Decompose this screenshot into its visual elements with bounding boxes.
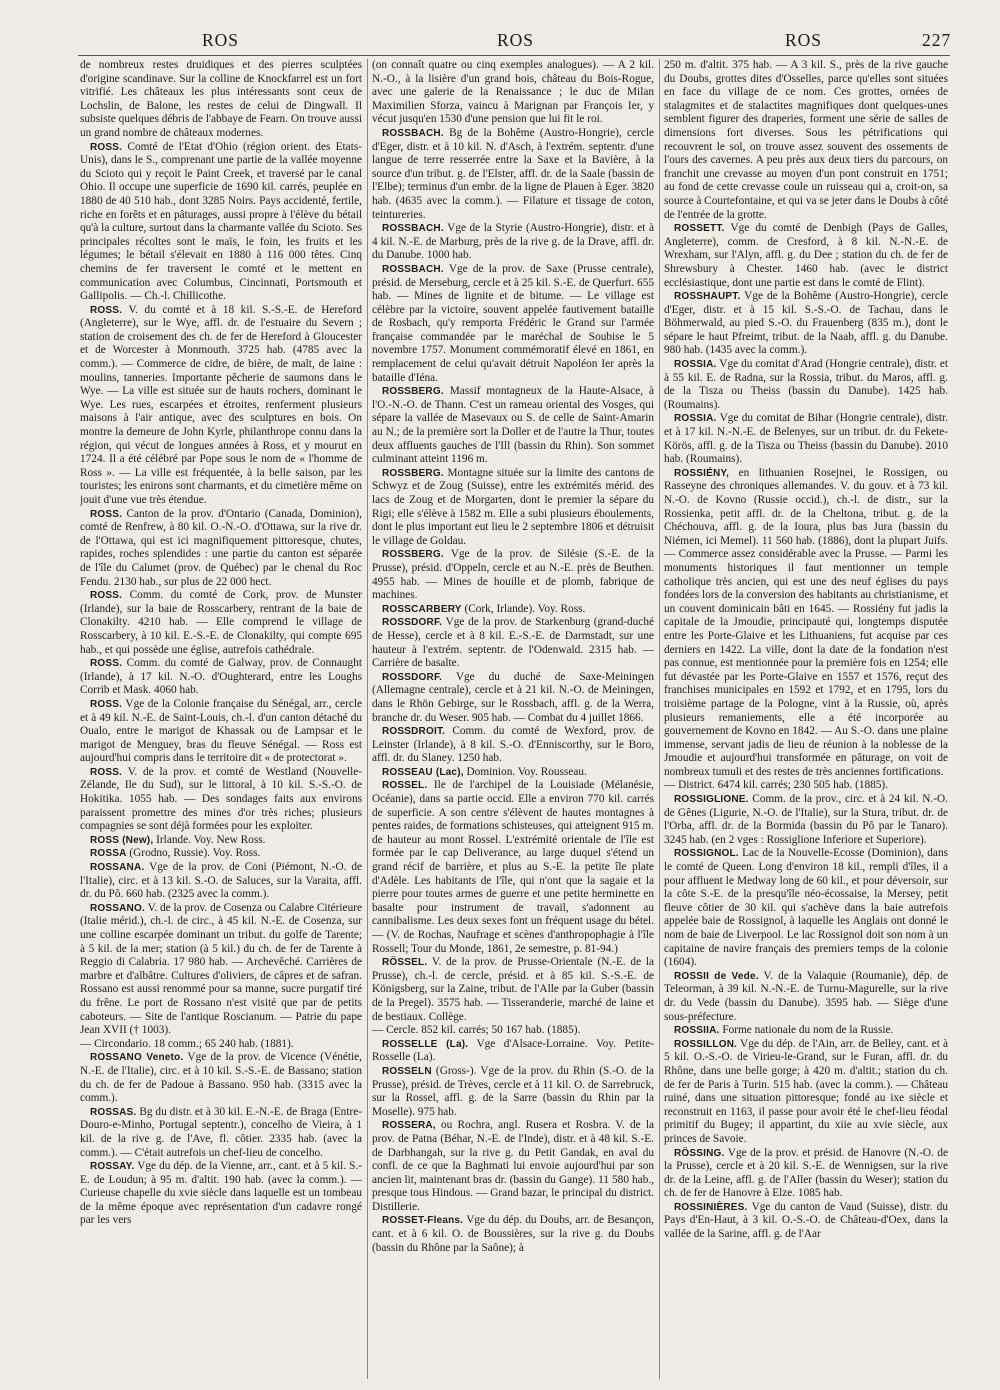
entry-headword: ROSSDORF. xyxy=(382,671,443,683)
entry-headword: ROSS. xyxy=(90,304,123,316)
column-divider xyxy=(659,59,660,1379)
entry-headword: ROSSA xyxy=(90,848,127,860)
entry-text: Vge du comitat de Bihar (Hongrie centrale), distr. et à 17 kil. N.-N.-E. de Belenyes, sur un tribut. dr. du Fekete-Körös, affl. g. de la Tisza ou Theiss (bassin du Danube). 2010 hab. (Roumains). xyxy=(664,412,948,466)
entry-headword: ROSSERA, xyxy=(382,1120,436,1132)
entry-text: V. de la prov. de Prusse-Orientale (N.-E. de la Prusse), ch.-l. de cercle, présid. et à 85 kil. S.-S.-E. de Königsberg, sur la Zaine, tribut. de l'Alle par la Guber (bassin de la Pregel). 3575 hab. — Tisseranderie, marché de laine et de bestiaux. Collège. xyxy=(372,956,654,1023)
entry-text: (Cork, Irlande). Voy. Ross. xyxy=(461,602,586,615)
entry-headword: ROSSII de Vede. xyxy=(674,970,759,982)
dictionary-entry xyxy=(664,970,948,1024)
dictionary-entry xyxy=(372,671,654,725)
entry-text: Comm. du comté de Wexford, prov. de Leinster (Irlande), à 8 kil. S.-O. d'Enniscorthy, sur le Boro, affl. dr. du Slaney. 1250 hab. xyxy=(372,725,654,765)
entry-text: Forme nationale du nom de la Russie. xyxy=(719,1024,894,1037)
entry-headword: ROSS (New), xyxy=(90,834,154,846)
dictionary-entry xyxy=(80,902,362,1038)
entry-text: Bg du distr. et à 30 kil. E.-N.-E. de Braga (Entre-Douro-e-Minho, Portugal septentr.), concelho de Vieira, à 1 kil. de la rive g. de l'Ave, fl. côtier. 2335 hab. (avec la comm.). — C'était autrefois un chef-lieu de concelho. xyxy=(80,1105,362,1159)
dictionary-entry xyxy=(80,861,362,902)
entry-text: Vge de la prov. de Coni (Piémont, N.-O. de l'Italie), circ. et à 13 kil. S.-O. de Saluces, sur la Varaita, affl. dr. du Pô. 660 hab. (2325 avec la comm.). xyxy=(80,861,362,901)
entry-headword: ROSSBACH. xyxy=(382,223,444,235)
dictionary-entry xyxy=(372,548,654,602)
dictionary-entry xyxy=(80,766,362,834)
running-head-right: ROS xyxy=(785,30,823,50)
text-column-3 xyxy=(664,59,948,1387)
entry-text: — District. 6474 kil. carrés; 230 505 hab. (1885). xyxy=(664,779,889,792)
entry-headword: ROSS. xyxy=(90,658,123,670)
page-number: 227 xyxy=(922,30,952,50)
column-divider xyxy=(367,59,368,1379)
entry-text: Comm. du comté de Galway, prov. de Connaught (Irlande), à 17 kil. N.-O. d'Oughterard, entre les Loughs Corrib et Mask. 4060 hab. xyxy=(80,657,362,697)
dictionary-entry xyxy=(664,847,948,969)
dictionary-entry xyxy=(80,141,362,304)
running-head-left: ROS xyxy=(202,30,240,50)
entry-headword: ROSSILLON. xyxy=(674,1038,738,1050)
entry-headword: ROSSBERG. xyxy=(382,386,444,398)
entry-headword: ROSSELN xyxy=(382,1065,432,1077)
entry-text: Vge du canton de Vaud (Suisse), distr. du Pays d'En-Haut, à 3 kil. O.-S.-O. de Château-d'Oex, dans la vallée de la Sarine, affl. g. de l'Aar xyxy=(664,1200,948,1241)
entry-headword: ROSSIA. xyxy=(674,413,717,425)
dictionary-entry xyxy=(664,1024,948,1038)
entry-headword: ROSSIA. xyxy=(674,359,717,371)
entry-text: Comté de l'Etat d'Ohio (région orient. des Etats-Unis), dans le S., comprenant une partie de la vallée moyenne du Scioto qui y reçoit le Paint Creek, et traversé par le canal Ohio. Il occupe une superficie de 1690 kil. carrés, peuplée en 1880 de 40 510 hab., dont 3285 Noirs. Pays accidenté, fertile, riche en forêts et en pâturages, aussi propre à l'élève du bétail qu'à la culture, surtout dans la charmante vallée du Scioto. Ses principales récoltes sont le maïs, le foin, les fruits et les légumes; le bétail s'élevait en 1880 à 116 000 têtes. Cinq chemins de fer traversent le comté et le mettent en communication avec Columbus, Cincinnati, Portsmouth et Gallipolis. — Ch.-l. Chillicothe. xyxy=(80,140,362,303)
dictionary-entry xyxy=(80,589,362,657)
dictionary-entry xyxy=(664,222,948,290)
entry-text: Vge de la prov. de Silésie (S.-E. de la Prusse), présid. d'Oppeln, cercle et au N.-E. près de Beuthen. 4955 hab. — Mines de houille et de plomb, fabrique de machines. xyxy=(372,548,654,602)
dictionary-entry xyxy=(372,1038,654,1065)
text-column-1 xyxy=(80,59,362,1387)
entry-headword: ROSSELLE (La). xyxy=(382,1038,469,1050)
entry-text: Montagne située sur la limite des cantons de Schwyz et de Zoug (Suisse), entre les extrémités mérid. des lacs de Zoug et de Morgarten, dont le premier la sépare du Rigi; elle s'élève à 1582 m. Elle a subi plusieurs éboulements, dont le plus important eut lieu le 2 septembre 1806 et détruisit le village de Goldau. xyxy=(372,466,654,547)
entry-headword: ROSSEAU (Lac), xyxy=(382,766,464,778)
entry-text: Vge du dép. de l'Ain, arr. de Belley, cant. et à 5 kil. O.-S.-O. de Virieu-le-Grand, sur le Furan, affl. dr. du Rhône, dans une belle gorge; à 420 m. d'altit.; station du ch. de fer de Paris à Turin. 515 hab. (avec la comm.). — Château ruiné, dans une situation pittoresque; fondé au ixe siècle et reconstruit en 1163, il passe pour avoir été le chef-lieu féodal primitif du Bugey; il appartint, du xiie au xvie siècle, aux princes de Savoie. xyxy=(664,1037,948,1145)
dictionary-entry xyxy=(664,1147,948,1201)
entry-text: Vge de la Colonie française du Sénégal, arr., cercle et à 49 kil. N.-E. de Saint-Louis, ch.-l. d'un canton détaché du Oualo, entre le marigot de Khassak ou de Lampsar et le marigot de Menguey, bras du fleuve Sénégal. — Ross est aujourd'hui compris dans le territoire dit « de protectorat ». xyxy=(80,697,362,765)
dictionary-entry xyxy=(372,222,654,263)
dictionary-entry xyxy=(372,127,654,222)
entry-text: V. de la prov. et comté de Westland (Nouvelle-Zélande, Ile du Sud), sur le littoral, à 10 kil. S.-S.-O. de Hokitika. 1055 hab. — Des sondages faits aux environs paraissent promettre des mines d'or très riches; plusieurs compagnies se sont déjà formées pour les exploiter. xyxy=(80,765,362,833)
entry-text: Comm. du comté de Cork, prov. de Munster (Irlande), sur la baie de Rosscarbery, rentrant de la baie de Clonakilty. 4210 hab. — Elle comprend le village de Rosscarbery, à 10 kil. E.-S.-E. de Clonakilty, qui compte 695 hab., et qui possède une église, autrefois cathédrale. xyxy=(80,589,362,656)
dictionary-entry xyxy=(372,1065,654,1119)
entry-text: Comm. de la prov., circ. et à 24 kil. N.-O. de Gênes (Ligurie, N.-O. de l'Italie), sur la Stura, tribut. dr. de l'Orba, affl. dr. de la Bormida (bassin du Pô par le Tanaro). 3245 hab. (en 2 vges : Rossiglione Inferiore et Superiore). xyxy=(664,793,948,846)
dictionary-entry xyxy=(664,793,948,847)
entry-text: de nombreux restes druidiques et des pierres sculptées d'origine scandinave. Sur la colline de Knockfarrel est un fort vitrifié. Les châteaux les plus intéressants sont ceux de Lochslin, de Balone, les restes de celui de Dingwall. Il subsiste quelques débris de l'abbaye de Fearn. On trouve aussi un grand nombre de châteaux modernes. xyxy=(80,59,362,139)
dictionary-entry xyxy=(372,1119,654,1214)
entry-text: Dominion. Voy. Rousseau. xyxy=(463,765,587,778)
entry-text: Canton de la prov. d'Ontario (Canada, Dominion), comté de Renfrew, à 80 kil. O.-N.-O. d'Ottawa, sur la rive dr. de l'Ottawa, qui est ici magnifiquement pittoresque, chutes, rapides, roches splendides : une partie du canton est séparée de l'île du Calumet (prov. de Québec) par le chenal du Roc Fendu. 2130 hab., sur plus de 22 000 hect. xyxy=(80,507,362,588)
dictionary-entry xyxy=(80,834,362,848)
entry-headword: ROSS. xyxy=(90,698,123,710)
entry-headword: ROSSANA. xyxy=(90,862,145,874)
dictionary-entry xyxy=(372,385,654,467)
dictionary-entry xyxy=(80,1038,362,1052)
entry-text: Massif montagneux de la Haute-Alsace, à l'O.-N.-O. de Thann. C'est un rameau oriental des Vosges, qui sépare la vallée de Masevaux ou S. de celle de Saint-Amarin au N.; de la première sort la Doller et de l'autre la Thur, toutes deux affluents gauches de l'Ill (bassin du Rhin). Son sommet culminant atteint 1196 m. xyxy=(372,385,654,466)
dictionary-entry xyxy=(372,956,654,1024)
dictionary-entry xyxy=(664,467,948,780)
entry-headword: ROSSINIÈRES. xyxy=(674,1201,748,1213)
entry-text: Vge d'Alsace-Lorraine. Voy. Petite-Rosselle (La). xyxy=(372,1037,654,1064)
entry-headword: ROSS. xyxy=(90,590,123,602)
dictionary-entry xyxy=(664,779,948,793)
entry-headword: ROSS. xyxy=(90,141,123,153)
entry-headword: ROSS. xyxy=(90,766,123,778)
dictionary-entry xyxy=(664,358,948,412)
entry-text: — Cercle. 852 kil. carrés; 50 167 hab. (1885). xyxy=(372,1024,581,1037)
entry-text: Vge du dép. de la Vienne, arr., cant. et à 5 kil. S.-E. de Loudun; à 95 m. d'altit. 190 hab. (avec la comm.). — Curieuse chapelle du xvie siècle dans laquelle est un tombeau de la même époque avec représentation d'un cadavre rongé par les vers xyxy=(80,1160,362,1227)
entry-headword: ROSSEL. xyxy=(382,780,428,792)
entry-text: Vge du comté de Denbigh (Pays de Galles, Angleterre), comm. de Cresford, à 8 kil. N.-N.-E. de Wrexham, sur l'Alyn, affl. g. du Dee ; station du ch. de fer de Shrewsbury à Chester. 1460 hab. (avec le district ecclésiastique, dont une partie est dans le comté de Flint). xyxy=(664,222,948,289)
entry-headword: ROSSIGLIONE. xyxy=(674,794,749,806)
dictionary-entry xyxy=(80,59,362,141)
entry-text: ou Rochra, angl. Rusera et Rosbra. V. de la prov. de Patna (Béhar, N.-E. de l'Inde), distr. et à 48 kil. S.-E. de Darbhangah, sur la rive g. du Petit Gandak, en aval du confl. de ce que la Baghmati lui envoie aujourd'hui par son ancien lit, maintenant bras dr. (bassin du Gange). 11 580 hab., presque tous Hindous. — Grand bazar, le principal du district. Distillerie. xyxy=(372,1119,654,1213)
entry-text: V. de la Valaquie (Roumanie), dép. de Teleorman, à 39 kil. N.-N.-E. de Turnu-Magurelle, sur la rive dr. du Vede (bassin du Danube). 3595 hab. — Siège d'une sous-préfecture. xyxy=(664,969,948,1023)
entry-text: Vge de la prov. de Vicence (Vénétie, N.-E. de l'Italie), circ. et à 10 kil. S.-S.-E. de Bassano; station du ch. de fer de Padoue à Bassano. 950 hab. (3315 avec la comm.). xyxy=(80,1051,362,1105)
dictionary-entry xyxy=(664,1038,948,1147)
dictionary-entry xyxy=(664,1201,948,1242)
entry-text: Vge de la prov. et présid. de Hanovre (N.-O. de la Prusse), cercle et à 20 kil. S.-E. de Wennigsen, sur la rive dr. de la Leine, affl. g. de l'Aller (bassin du Weser); station du ch. de fer de Hanovre à Elze. 1085 hab. xyxy=(664,1146,948,1200)
entry-text: Vge du dép. du Doubs, arr. de Besançon, cant. et à 6 kil. O. de Boussières, sur la rive g. du Doubs (bassin du Rhône par la Saône); à xyxy=(372,1214,654,1254)
entry-headword: RÖSSING. xyxy=(674,1147,725,1159)
entry-headword: ROSSET-Fleans. xyxy=(382,1215,464,1227)
text-column-2 xyxy=(372,59,654,1387)
entry-text: Ile de l'archipel de la Louisiade (Mélanésie, Océanie), dans sa partie occid. Elle a environ 770 kil. carrés de superficie. A son centre s'élèvent de hautes montagnes à pentes raides, de formations schisteuses, qui atteignent 915 m. de hauteur au mont Rossel. L'extrémité orientale de l'île est formée par le cap Deliverance, au large duquel s'étend un grand récif de barrière, et plus au S.-E. la petite île plate d'Adèle. Les habitants de l'île, qui n'ont que la sagaie et la pierre pour toutes armes de guerre et une petite herminette en basalte pour instrument de travail, s'adonnent au cannibalisme. Les deux sexes font un fréquent usage du bétel. — (V. de Rochas, Naufrage et scènes d'anthropophagie à l'île Rossell; Tour du Monde, 1861, 2e semestre, p. 81-94.) xyxy=(372,779,654,955)
running-head-center: ROS xyxy=(497,30,535,50)
entry-headword: ROSSETT. xyxy=(674,223,725,235)
entry-text: (Grodno, Russie). Voy. Ross. xyxy=(126,847,261,860)
entry-text: (on connaît quatre ou cinq exemples analogues). — A 2 kil. N.-O., à la lisière d'un grand bois, château du Bois-Rogue, avec une galerie de la Renaissance ; le duc de Milan Maximilien Sforza, vaincu à Marignan par François Ier, y vécut jusqu'en 1530 d'une pension que lui fit le roi. xyxy=(372,59,654,126)
entry-headword: ROSS. xyxy=(90,508,123,520)
entry-headword: ROSSDORF. xyxy=(382,617,443,629)
entry-text: Vge du duché de Saxe-Meiningen (Allemagne centrale), cercle et à 21 kil. N.-O. de Meiningen, dans le Rhön Gebirge, sur le Rossbach, affl. g. de la Werra, branche dr. du Weser. 905 hab. — Combat du 4 juillet 1866. xyxy=(372,670,654,724)
running-head xyxy=(0,30,1000,54)
dictionary-entry xyxy=(372,616,654,670)
dictionary-entry xyxy=(80,508,362,590)
dictionary-entry xyxy=(80,304,362,508)
entry-headword: ROSSDROIT. xyxy=(382,726,446,738)
dictionary-entry xyxy=(80,1051,362,1105)
entry-headword: ROSSIÉNY, xyxy=(674,467,730,479)
entry-text: Vge de la prov. de Saxe (Prusse centrale), présid. de Merseburg, cercle et à 25 kil. S.-E. de Querfurt. 655 hab. — Mines de lignite et de bitume. — Le village est célèbre par la victoire, souvent appelée fautivement bataille de Rosbach, qu'y remporta Frédéric le Grand sur l'armée française commandée par le maréchal de Soubise le 5 novembre 1757. Monument commémoratif élevé en 1861, en remplacement de celui qu'avait détruit Napoléon Ier après la bataille d'Iéna. xyxy=(372,262,654,384)
entry-text: Vge de la prov. de Starkenburg (grand-duché de Hesse), cercle et à 8 kil. E.-S.-E. de Darmstadt, sur une hauteur à l'extrém. septentr. de l'Odenwald. 2315 hab. — Carrière de basalte. xyxy=(372,616,654,670)
entry-headword: ROSSAS. xyxy=(90,1106,137,1118)
dictionary-entry xyxy=(80,698,362,766)
entry-text: V. du comté et à 18 kil. S.-S.-E. de Hereford (Angleterre), sur le Wye, affl. dr. de l'estuaire du Severn ; station de croisement des ch. de fer de Hereford à Gloucester et de Worcester à Monmouth. 3725 hab. (4785 avec la comm.). — Commerce de cidre, de bière, de malt, de laine : moulins, tanneries. Importante pêcherie de saumons dans le Wye. — La ville est située sur de hauts rochers, dominant le Wye. Les rues, escarpées et étroites, renferment plusieurs maisons à l'air antique, avec des sculptures en bois. On montre la demeure de John Kyrle, philanthrope connu dans la région, qui vécut de longues années à Ross, et y mourut en 1724. Il a été célébré par Pope sous le nom de « l'homme de Ross ». — La ville est fréquentée, à la belle saison, par les touristes; les enirons sont charmants, et du cimetière même on jouit d'une vue très étendue. xyxy=(80,303,362,506)
dictionary-entry xyxy=(372,263,654,385)
dictionary-entry xyxy=(664,412,948,466)
entry-headword: ROSSBACH. xyxy=(382,127,444,139)
entry-headword: ROSSBERG. xyxy=(382,467,444,479)
entry-text: en lithuanien Rosejnei, le Rossigen, ou Rasseyne des chroniques allemandes. V. du gouv. et à 73 kil. N.-O. de Kovno (Russie occid.), ch.-l. de distr., sur la Rossienka, petit affl. dr. de la Cheltona, tribut. g. de la Chéchouva, affl. g. de la Ioura, plus bas Jura (bassin du Niémen, ici Memel). 11 560 hab. (1886), dont la plupart Juifs. — Commerce assez considérable avec la Prusse. — Parmi les monuments historiques il faut mentionner un temple catholique très ancien, qui est une des neuf églises du pays fondées lors de la conversion des habitants au christianisme, et un couvent dominicain bâti en 1645. — Rossiény fut jadis la capitale de la Jmoudie, principauté qui, longtemps disputée entre les Porte-Glaive et les Lithuaniens, fut acquise par ces derniers en 1422. La ville, dont la date de la fondation n'est pas connue, est mentionnée pour la première fois en 1254; elle fut dévastée par les Porte-Glaive en 1557 et 1576, reçut des franchises municipales en 1592 et 1792, et en 1795, lors du troisième partage de la Pologne, vint à la Russie, où, après plusieurs remaniements, elle a été incorporée au gouvernement de Kovno en 1842. — Au S.-O. dans une plaine immense, servant jadis de lieu de réunion à la noblesse de la Jmoudie et aujourd'hui transformée en pâturage, on voit de nombreux tumuli et des restes de très anciennes fortifications. xyxy=(664,466,948,778)
entry-headword: ROSSHAUPT. xyxy=(674,291,741,303)
entry-text: V. de la prov. de Cosenza ou Calabre Citérieure (Italie mérid.), ch.-l. de circ., à 45 kil. N.-E. de Cosenza, sur une colline escarpée dominant un tribut. du golfe de Tarente; à 5 kil. de la mer; station (à 5 kil.) du ch. de fer de Tarente à Reggio di Calabria. 17 980 hab. — Archevêché. Carrières de marbre et d'albâtre. Cultures d'oliviers, de câpres et de safran. Rossano est aussi renommé pour sa manne, sucre purgatif tiré du frêne. Le port de Rossano n'est visité que par de petits caboteurs. — Site de l'antique Roscianum. — Patrie du pape Jean XVII († 1003). xyxy=(80,901,362,1037)
dictionary-entry xyxy=(372,59,654,127)
entry-headword: RÖSSEL. xyxy=(382,957,428,969)
dictionary-entry xyxy=(372,1024,654,1038)
dictionary-entry xyxy=(372,766,654,780)
entry-headword: ROSSANO Veneto. xyxy=(90,1052,184,1064)
entry-headword: ROSSCARBERY xyxy=(382,603,462,615)
entry-headword: ROSSIIA. xyxy=(674,1025,720,1037)
dictionary-entry xyxy=(80,1106,362,1160)
dictionary-entry xyxy=(372,779,654,956)
entry-headword: ROSSBERG. xyxy=(382,549,444,561)
dictionary-entry xyxy=(372,1214,654,1255)
dictionary-entry xyxy=(664,59,948,222)
entry-headword: ROSSANO. xyxy=(90,902,145,914)
dictionary-entry xyxy=(80,847,362,861)
entry-text: Vge de la Styrie (Austro-Hongrie), distr. et à 4 kil. N.-E. de Marburg, près de la rive g. de la Drave, affl. dr. du Danube. 1000 hab. xyxy=(372,222,654,262)
dictionary-entry xyxy=(372,603,654,617)
entry-text: — Circondario. 18 comm.; 65 240 hab. (1881). xyxy=(80,1037,294,1050)
dictionary-entry xyxy=(80,1160,362,1228)
entry-text: Bg de la Bohême (Austro-Hongrie), cercle d'Eger, distr. et à 10 kil. N. d'Asch, à l'extrém. septentr. d'une langue de terre resserrée entre la Saxe et la Bavière, à la source d'un tribut. g. de l'Elster, affl. dr. de la Saale (bassin de l'Elbe); terminus d'un embr. de la ligne de Plauen à Eger. 3820 hab. (4635 avec la comm.). — Filature et tissage de coton, teintureries. xyxy=(372,126,654,221)
entry-headword: ROSSAY. xyxy=(90,1161,135,1173)
dictionary-entry xyxy=(664,290,948,358)
dictionary-entry xyxy=(372,467,654,549)
entry-headword: ROSSIGNOL. xyxy=(674,848,739,860)
entry-text: 250 m. d'altit. 375 hab. — A 3 kil. S., près de la rive gauche du Doubs, grottes dites d'Osselles, parce qu'elles sont situées en face du village de ce nom. Ces grottes, ornées de stalagmites et de stalactites magnifiques dont quelques-unes semblent figurer des draperies, forment une série de salles de dimensions fort diverses. Sous les pétrifications qui recouvrent le sol, on trouve assez souvent des ossements de l'ours des cavernes. A peu près aux deux tiers du parcours, on franchit une crevasse au moyen d'un pont construit en 1751; au fond de cette crevasse coule un ruisseau qui a, croit-on, sa source à Courtefontaine, et qui va se jeter dans le Doubs à côté de l'entrée de la grotte. xyxy=(664,59,948,221)
entry-text: (Gross-). Vge de la prov. du Rhin (S.-O. de la Prusse), présid. de Trèves, cercle et à 11 kil. O. de Sarrebruck, sur la Rossel, affl. g. de la Sarre (bassin du Rhin par la Moselle). 975 hab. xyxy=(372,1064,654,1118)
entry-text: Irlande. Voy. New Ross. xyxy=(153,833,266,846)
dictionary-entry xyxy=(372,725,654,766)
entry-text: Vge de la Bohême (Austro-Hongrie), cercle d'Eger, distr. et à 15 kil. S.-S.-O. de Tachau, dans le Böhmerwald, au pied S.-O. du Frauenberg (835 m.), dont le sépare le haut Pfreimt, tribut. de la Naab, affl. g. du Danube. 980 hab. (1435 avec la comm.). xyxy=(664,290,948,357)
entry-headword: ROSSBACH. xyxy=(382,263,444,275)
dictionary-entry xyxy=(80,657,362,698)
header-rule xyxy=(78,55,950,56)
entry-text: Vge du comitat d'Arad (Hongrie centrale), distr. et à 55 kil. E. de Radna, sur la Rossia, tribut. du Maros, affl. g. de la Tisza ou Theiss (bassin du Danube). 1425 hab. (Roumains). xyxy=(664,358,948,411)
entry-text: Lac de la Nouvelle-Ecosse (Dominion), dans le comté de Queen. Long d'environ 18 kil., rempli d'îles, il a pour affluent le Medway long de 60 kil., et pour déversoir, sur la côte S.-E. de la presqu'île néo-écossaise, la Mersey, petit fleuve côtier de 30 kil. qui s'achève dans la baie autrefois appelée baie de Rossignol, à laquelle les Anglais ont donné le nom de baie de Liverpool. Le lac Rossignol doit son nom à un capitaine de navire français des premiers temps de la colonie (1604). xyxy=(664,847,948,969)
